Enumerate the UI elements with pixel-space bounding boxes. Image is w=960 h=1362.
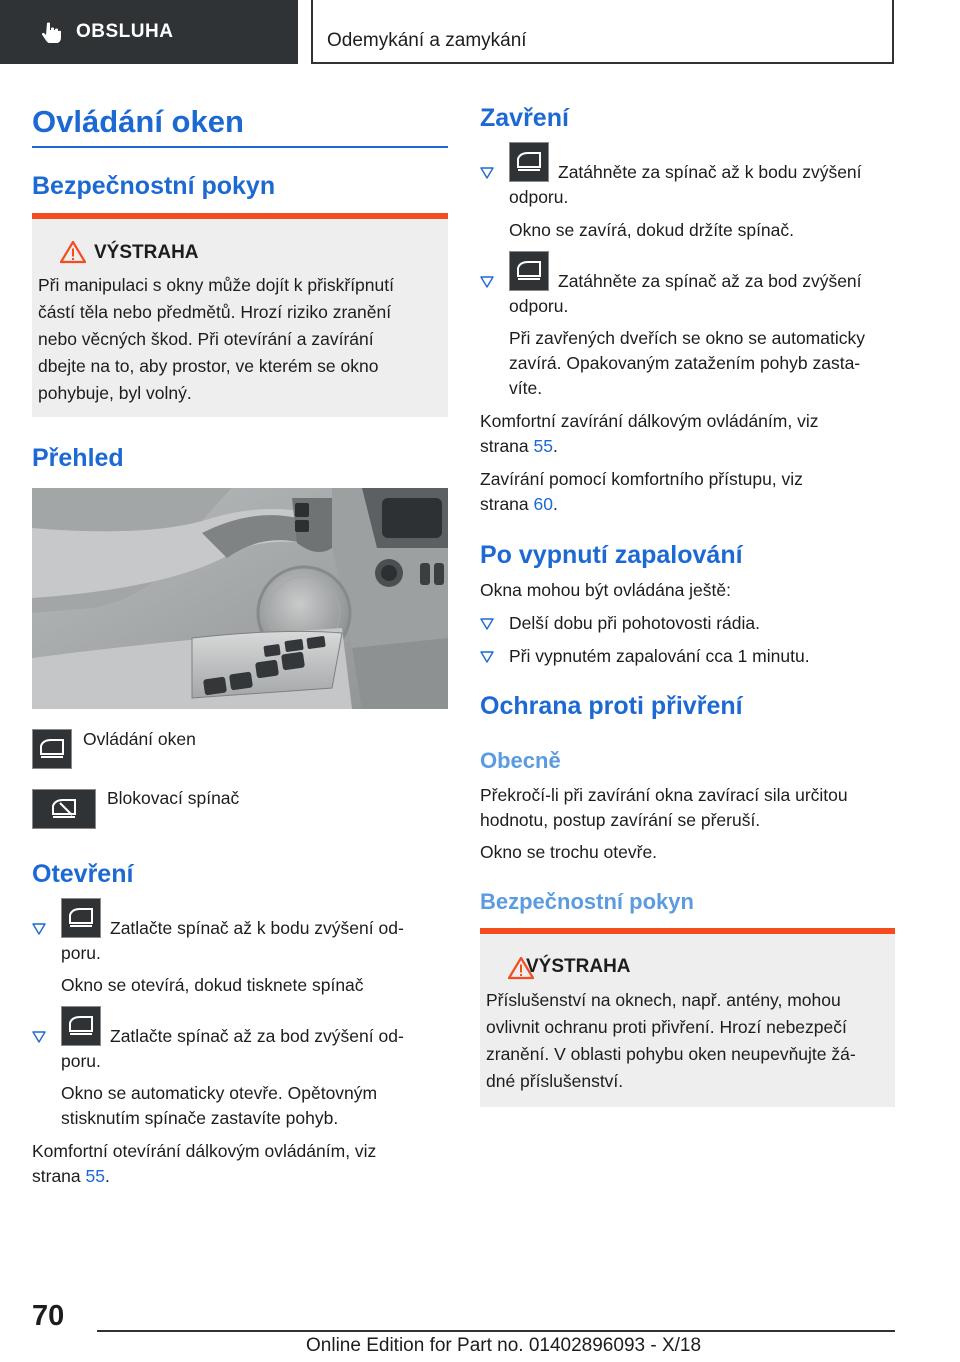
ref-prefix: strana bbox=[480, 436, 534, 456]
comfort-access-ref bbox=[480, 492, 558, 517]
open-step-1-note: Okno se otevírá, dokud tisknete spínač bbox=[61, 975, 364, 995]
ref-prefix: strana bbox=[32, 1166, 86, 1186]
warning-triangle-icon bbox=[60, 240, 86, 264]
general-heading: Obecně bbox=[480, 748, 561, 773]
title-rule bbox=[32, 146, 448, 148]
general-text: hodnotu, postup zavírání se přeruší. bbox=[480, 810, 761, 830]
warning-box bbox=[32, 213, 448, 417]
page-link[interactable]: 60 bbox=[533, 494, 553, 514]
page-link[interactable]: 55 bbox=[533, 436, 553, 456]
ref-suffix: . bbox=[552, 436, 558, 456]
page-number: 70 bbox=[32, 1300, 65, 1332]
open-step-2-cont: poru. bbox=[61, 1051, 101, 1071]
window-switch-icon bbox=[61, 1006, 101, 1046]
close-step-1: Zatáhněte za spínač až k bodu zvýšení bbox=[558, 162, 862, 182]
warning-box bbox=[480, 928, 895, 1107]
comfort-open-ref bbox=[32, 1164, 110, 1189]
window-switch-icon bbox=[32, 729, 72, 769]
warning-line: pohybuje, byl volný. bbox=[38, 383, 192, 403]
open-heading: Otevření bbox=[32, 860, 134, 888]
page-title: Ovládání oken bbox=[32, 104, 244, 139]
safety-heading: Bezpečnostní pokyn bbox=[32, 172, 276, 200]
general-text: Překročí-li při zavírání okna zavírací sila určitou bbox=[480, 785, 848, 805]
warning-title: VÝSTRAHA bbox=[94, 242, 199, 263]
bullet-triangle-icon bbox=[480, 617, 494, 631]
bullet-triangle-icon bbox=[480, 650, 494, 664]
warning-line: částí těla nebo předmětů. Hrozí riziko zranění bbox=[38, 302, 392, 322]
warning-line: zranění. V oblasti pohybu oken neupevňujte žá- bbox=[486, 1044, 856, 1064]
edition-text: Online Edition for Part no. 01402896093 - X/18 bbox=[306, 1335, 702, 1356]
comfort-access-text: Zavírání pomocí komfortního přístupu, viz bbox=[480, 469, 803, 489]
comfort-close-ref bbox=[480, 434, 558, 459]
chapter-label: Odemykání a zamykání bbox=[327, 30, 527, 51]
close-step-2: Zatáhněte za spínač až za bod zvýšení bbox=[558, 271, 862, 291]
open-step-2-note: stisknutím spínače zastavíte pohyb. bbox=[61, 1108, 339, 1128]
warning-title: VÝSTRAHA bbox=[526, 956, 631, 977]
bullet-triangle-icon bbox=[32, 1030, 46, 1044]
comfort-close-text: Komfortní zavírání dálkovým ovládáním, viz bbox=[480, 411, 819, 431]
warning-line: Při manipulaci s okny může dojít k přiskřípnutí bbox=[38, 275, 394, 295]
window-lock-switch-icon bbox=[32, 789, 96, 829]
legend-lock-switch: Blokovací spínač bbox=[107, 788, 240, 808]
section-tab bbox=[0, 0, 298, 64]
pinch-heading: Ochrana proti přivření bbox=[480, 692, 743, 720]
general-note: Okno se trochu otevře. bbox=[480, 842, 658, 862]
door-panel-photo bbox=[32, 488, 448, 709]
footer-rule bbox=[97, 1330, 895, 1332]
close-step-2-note: Při zavřených dveřích se okno se automaticky bbox=[509, 328, 865, 348]
section-label: OBSLUHA bbox=[76, 21, 174, 42]
warning-line: dbejte na to, aby prostor, ve kterém se okno bbox=[38, 356, 379, 376]
ignition-item: Při vypnutém zapalování cca 1 minutu. bbox=[509, 646, 810, 666]
warning-bar bbox=[32, 213, 448, 219]
close-step-1-note: Okno se zavírá, dokud držíte spínač. bbox=[509, 220, 795, 240]
ref-suffix: . bbox=[104, 1166, 110, 1186]
warning-line: ovlivnit ochranu proti přivření. Hrozí nebezpečí bbox=[486, 1017, 847, 1037]
ignition-heading: Po vypnutí zapalování bbox=[480, 541, 743, 569]
open-step-2: Zatlačte spínač až za bod zvýšení od- bbox=[110, 1026, 404, 1046]
legend-window-control: Ovládání oken bbox=[83, 729, 196, 749]
ignition-item: Delší dobu při pohotovosti rádia. bbox=[509, 613, 760, 633]
bullet-triangle-icon bbox=[480, 275, 494, 289]
chapter-tab bbox=[311, 0, 894, 64]
warning-body bbox=[38, 272, 442, 407]
close-step-2-cont: odporu. bbox=[509, 296, 569, 316]
window-switch-icon bbox=[61, 898, 101, 938]
warning-body bbox=[486, 987, 889, 1095]
page-link[interactable]: 55 bbox=[85, 1166, 105, 1186]
ref-suffix: . bbox=[552, 494, 558, 514]
window-switch-icon bbox=[509, 251, 549, 291]
safety-heading: Bezpečnostní pokyn bbox=[480, 889, 694, 914]
hand-pointer-icon bbox=[40, 21, 62, 43]
close-step-1-cont: odporu. bbox=[509, 187, 569, 207]
open-step-2-note: Okno se automaticky otevře. Opětovným bbox=[61, 1083, 378, 1103]
open-step-1-cont: poru. bbox=[61, 943, 101, 963]
close-step-2-note: zavírá. Opakovaným zatažením pohyb zasta- bbox=[509, 353, 861, 373]
warning-line: dné příslušenství. bbox=[486, 1071, 624, 1091]
warning-line: Příslušenství na oknech, např. antény, mohou bbox=[486, 990, 841, 1010]
close-step-2-note: víte. bbox=[509, 378, 543, 398]
warning-bar bbox=[480, 928, 895, 934]
comfort-open-text: Komfortní otevírání dálkovým ovládáním, viz bbox=[32, 1141, 377, 1161]
overview-heading: Přehled bbox=[32, 444, 124, 472]
close-heading: Zavření bbox=[480, 104, 569, 132]
open-step-1: Zatlačte spínač až k bodu zvýšení od- bbox=[110, 918, 404, 938]
ref-prefix: strana bbox=[480, 494, 534, 514]
window-switch-icon bbox=[509, 142, 549, 182]
bullet-triangle-icon bbox=[480, 166, 494, 180]
bullet-triangle-icon bbox=[32, 922, 46, 936]
ignition-intro: Okna mohou být ovládána ještě: bbox=[480, 580, 731, 600]
warning-line: nebo věcných škod. Při otevírání a zavírání bbox=[38, 329, 374, 349]
